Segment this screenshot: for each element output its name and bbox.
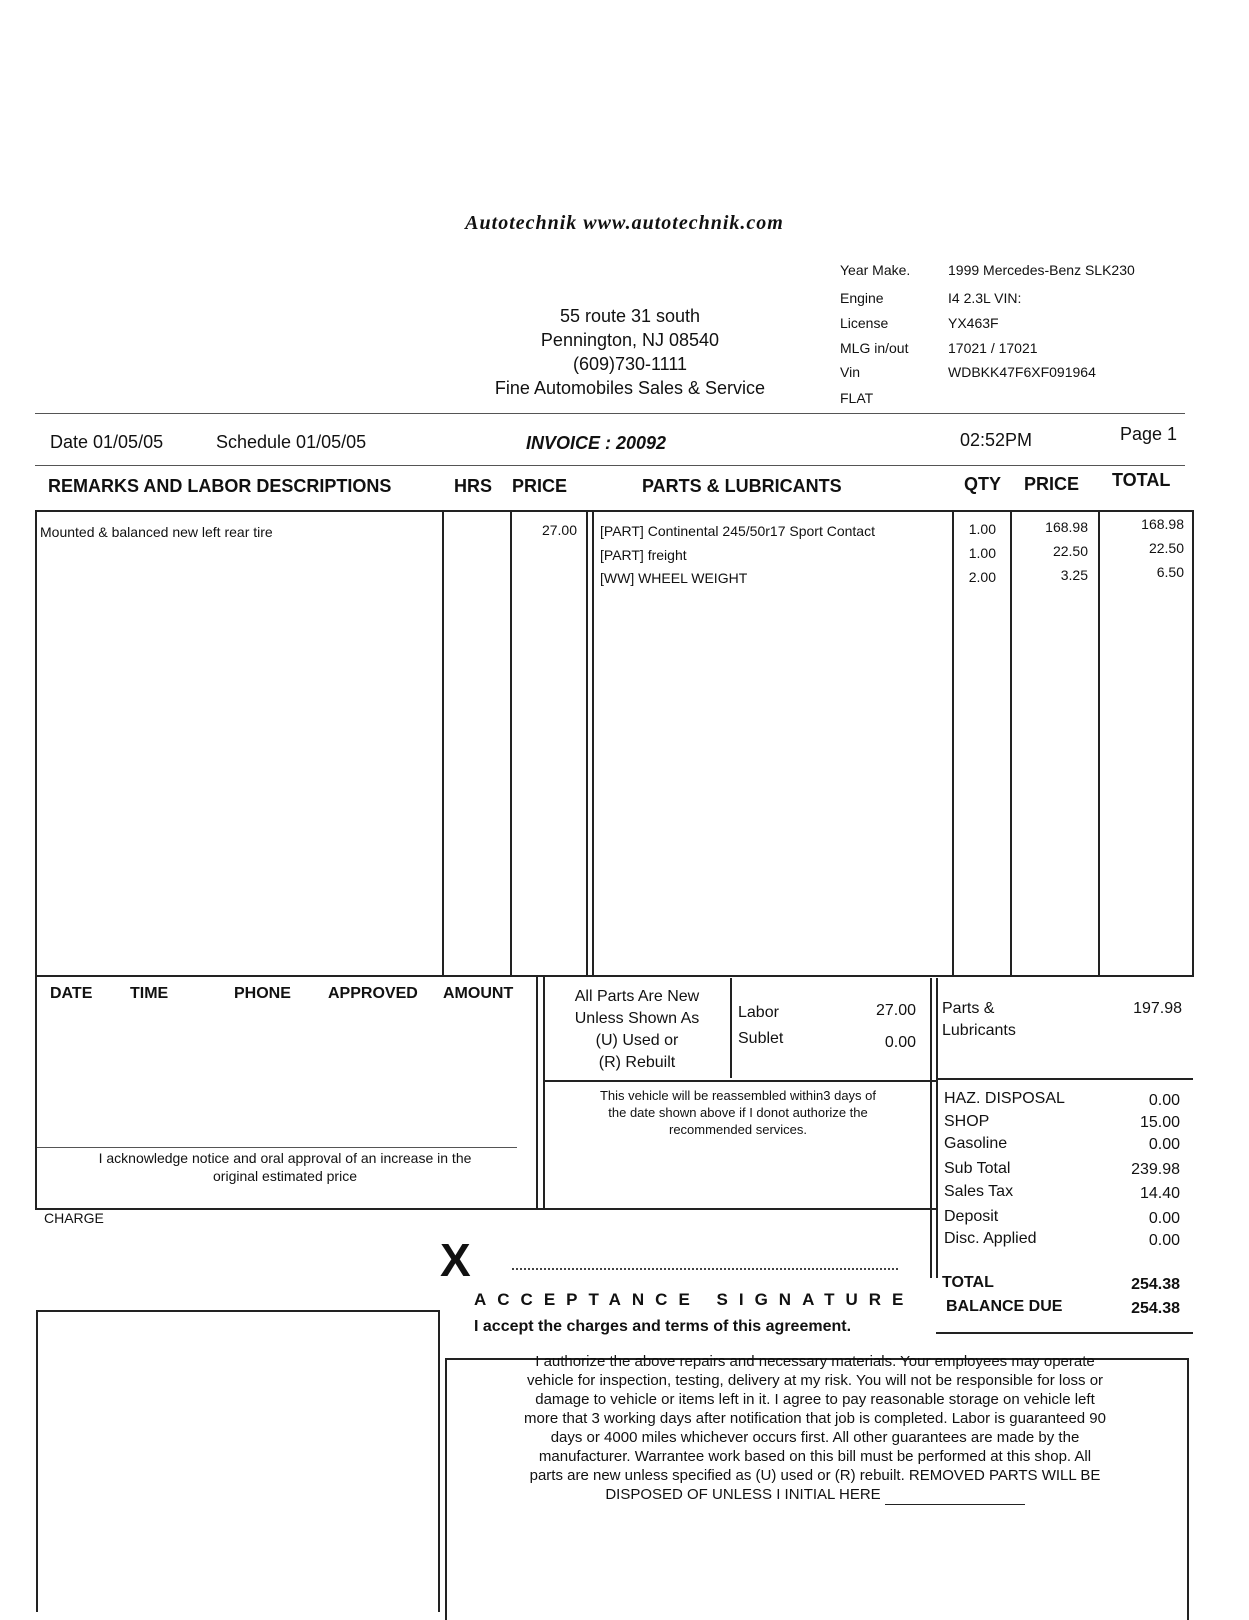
column-header-part-price: PRICE: [1024, 474, 1080, 494]
table-border: [35, 975, 1193, 977]
table-border: [543, 975, 545, 1210]
column-header-parts: PARTS & LUBRICANTS: [642, 476, 842, 496]
terms-line: days or 4000 miles whichever occurs first. All other guarantees are made by the: [550, 1429, 1080, 1446]
terms-line: more that 3 working days after notification that job is completed. Labor is guaranteed 90: [523, 1410, 1106, 1427]
shop-address: [470, 304, 790, 400]
total-value: 239.98: [1131, 1161, 1180, 1178]
labor-label: Labor: [738, 1004, 779, 1021]
part-total: 6.50: [1156, 564, 1184, 580]
sublet-label: Sublet: [738, 1030, 784, 1047]
terms-last-line: DISPOSED OF UNLESS I INITIAL HERE: [605, 1486, 881, 1503]
vehicle-value: 17021 / 17021: [948, 340, 1038, 356]
acceptance-signature-heading: ACCEPTANCE SIGNATURE: [474, 1290, 915, 1309]
table-border: [936, 1078, 1193, 1080]
vehicle-label: License: [840, 315, 889, 331]
table-border: [35, 510, 37, 1210]
vehicle-label: Engine: [840, 290, 884, 306]
initial-line[interactable]: [885, 1485, 1025, 1505]
sublet-total: 0.00: [884, 1034, 916, 1051]
column-header-total: TOTAL: [1112, 470, 1171, 490]
vehicle-value: 1999 Mercedes-Benz SLK230: [948, 262, 1135, 278]
invoice-number: INVOICE : 20092: [526, 433, 667, 453]
table-border: [930, 978, 932, 1278]
table-border: [936, 978, 938, 1278]
vehicle-label: MLG in/out: [840, 340, 909, 356]
total-label: SHOP: [944, 1113, 990, 1130]
part-price: 3.25: [1060, 567, 1088, 583]
vehicle-label: FLAT: [840, 390, 874, 406]
labor-description: Mounted & balanced new left rear tire: [40, 524, 273, 540]
parts-notice-line: (U) Used or: [595, 1032, 679, 1049]
table-border: [35, 1208, 545, 1210]
parts-lubricants-total: 197.98: [1133, 1000, 1182, 1017]
part-total: 168.98: [1141, 516, 1184, 532]
table-border: [586, 510, 588, 977]
charge-label: CHARGE: [44, 1210, 104, 1226]
part-price: 168.98: [1045, 519, 1088, 535]
approval-header-amount: AMOUNT: [443, 985, 514, 1002]
terms-line: damage to vehicle or items left in it. I agree to pay reasonable storage on vehicle left: [535, 1391, 1095, 1408]
total-label: Deposit: [944, 1208, 999, 1225]
total-label: Gasoline: [944, 1135, 1008, 1152]
total-label: Disc. Applied: [944, 1230, 1037, 1247]
terms-line: I authorize the above repairs and necessary materials. Your employees may operate: [535, 1353, 1095, 1370]
total-value: 0.00: [1148, 1232, 1180, 1249]
terms-text: [455, 1352, 1175, 1505]
address-line: Pennington, NJ 08540: [540, 330, 720, 350]
terms-line: vehicle for inspection, testing, delivery at my risk. You will not be responsible for loss or: [526, 1372, 1104, 1389]
table-border: [543, 1208, 936, 1210]
table-border: [35, 510, 1193, 512]
table-border: [536, 975, 538, 1210]
parts-lubricants-label: Parts &: [942, 1000, 995, 1017]
reassemble-line: This vehicle will be reassembled within3 days of: [599, 1088, 876, 1103]
notes-box: [36, 1310, 440, 1612]
table-border: [1098, 510, 1100, 977]
invoice-date: Date 01/05/05: [50, 432, 164, 452]
table-border: [592, 510, 594, 977]
table-border: [442, 510, 444, 977]
part-qty: 1.00: [968, 521, 996, 537]
total-label: HAZ. DISPOSAL: [944, 1090, 1065, 1107]
signature-line: [37, 1147, 517, 1148]
approval-header-approved: APPROVED: [328, 985, 418, 1002]
column-header-hrs: HRS: [454, 476, 493, 496]
acknowledge-text: original estimated price: [213, 1168, 357, 1184]
total-value: 0.00: [1148, 1136, 1180, 1153]
parts-notice-line: (R) Rebuilt: [598, 1054, 676, 1071]
approval-header-phone: PHONE: [234, 985, 291, 1002]
accept-terms-text: I accept the charges and terms of this agreement.: [474, 1318, 852, 1335]
acknowledge-text: I acknowledge notice and oral approval of an increase in the: [98, 1150, 472, 1166]
address-line: Fine Automobiles Sales & Service: [494, 378, 766, 398]
part-description: [WW] WHEEL WEIGHT: [600, 570, 748, 586]
approval-header-date: DATE: [50, 985, 93, 1002]
invoice-time: 02:52PM: [960, 430, 1033, 450]
signature-mark: X: [440, 1234, 471, 1286]
shop-title: Autotechnik www.autotechnik.com: [465, 212, 784, 234]
parts-notice: [548, 986, 726, 1074]
vehicle-value: WDBKK47F6XF091964: [948, 364, 1096, 380]
reassemble-line: recommended services.: [669, 1122, 807, 1137]
table-border: [543, 1080, 936, 1082]
parts-notice-line: All Parts Are New: [574, 988, 700, 1005]
table-border: [936, 1332, 1193, 1334]
vehicle-label: Vin: [840, 364, 860, 380]
labor-total: 27.00: [875, 1002, 916, 1019]
column-header-price: PRICE: [512, 476, 568, 496]
table-border: [510, 510, 512, 977]
terms-line: parts are new unless specified as (U) used or (R) rebuilt. REMOVED PARTS WILL BE: [529, 1467, 1101, 1484]
table-border: [730, 978, 732, 1078]
total-label: Sales Tax: [944, 1183, 1014, 1200]
invoice-schedule: Schedule 01/05/05: [216, 432, 367, 452]
total-value: 0.00: [1148, 1092, 1180, 1109]
total-label: Sub Total: [944, 1160, 1011, 1177]
part-description: [PART] freight: [600, 547, 687, 563]
parts-lubricants-label: Lubricants: [942, 1022, 1016, 1039]
grand-total-value: 254.38: [1131, 1276, 1180, 1293]
parts-notice-line: Unless Shown As: [574, 1010, 700, 1027]
part-qty: 1.00: [968, 545, 996, 561]
reassemble-note: [548, 1087, 928, 1138]
divider: [35, 465, 1185, 466]
balance-due-value: 254.38: [1131, 1300, 1180, 1317]
labor-price: 27.00: [541, 522, 577, 538]
vehicle-label: Year Make.: [840, 262, 911, 278]
total-value: 15.00: [1139, 1114, 1180, 1131]
reassemble-line: the date shown above if I donot authorize the: [608, 1105, 868, 1120]
address-line: 55 route 31 south: [559, 306, 701, 326]
page-number: Page 1: [1120, 424, 1178, 444]
column-header-qty: QTY: [964, 474, 1002, 494]
total-value: 14.40: [1139, 1185, 1180, 1202]
grand-total-label: TOTAL: [942, 1274, 994, 1291]
part-price: 22.50: [1052, 543, 1088, 559]
part-qty: 2.00: [968, 569, 996, 585]
total-value: 0.00: [1148, 1210, 1180, 1227]
column-header-remarks: REMARKS AND LABOR DESCRIPTIONS: [48, 476, 392, 496]
table-border: [1192, 510, 1194, 977]
part-total: 22.50: [1148, 540, 1184, 556]
terms-line: [455, 1485, 1175, 1505]
address-line: (609)730-1111: [572, 354, 688, 374]
signature-input[interactable]: [512, 1268, 898, 1270]
approval-header-time: TIME: [130, 985, 169, 1002]
vehicle-value: YX463F: [948, 315, 999, 331]
divider: [35, 413, 1185, 414]
balance-due-label: BALANCE DUE: [946, 1298, 1063, 1315]
vehicle-value: I4 2.3L VIN:: [948, 290, 1022, 306]
part-description: [PART] Continental 245/50r17 Sport Contact: [600, 523, 875, 539]
terms-line: manufacturer. Warrantee work based on this bill must be performed at this shop. All: [538, 1448, 1092, 1465]
